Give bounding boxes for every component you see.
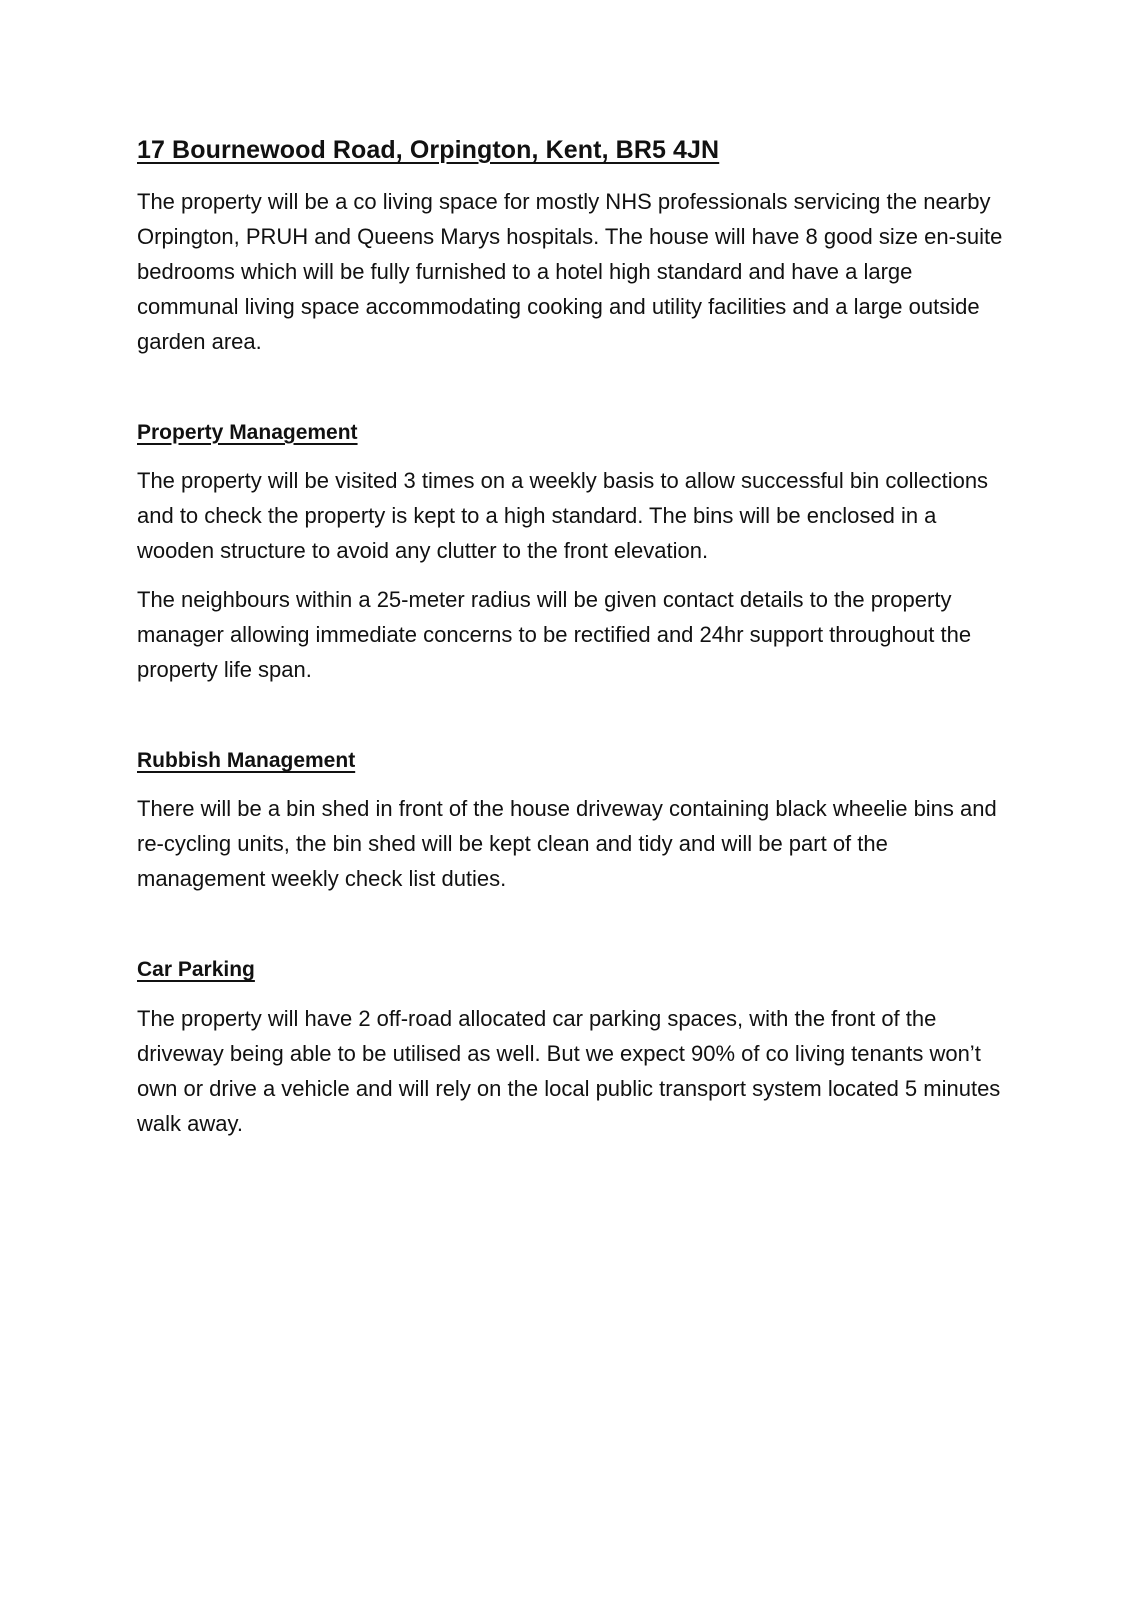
rubbish-management-paragraph-1: There will be a bin shed in front of the house driveway containing black wheelie bins and re-cycling units, the bin shed will be kept clean and tidy and will be part of the management weekly check list duties. — [137, 796, 997, 892]
intro-paragraph: The property will be a co living space for mostly NHS professionals servicing the nearby Orpington, PRUH and Queens Marys hospitals. The house will have 8 good size en-suite bedrooms which will be fully furnished to a hotel high standard and have a large communal living space accommodating cooking and utility facilities and a large outside garden area. — [137, 188, 1003, 354]
property-management-heading: Property Management — [137, 420, 358, 444]
property-management-section — [137, 419, 1007, 687]
rubbish-management-section — [137, 747, 1007, 896]
car-parking-heading: Car Parking — [137, 958, 255, 982]
car-parking-paragraph-1: The property will have 2 off-road allocated car parking spaces, with the front of the driveway being able to be utilised as well. But we expect 90% of co living tenants won’t own or drive a vehicle and will rely on the local public transport system located 5 minutes walk away. — [137, 1005, 1001, 1136]
property-management-paragraph-1: The property will be visited 3 times on a weekly basis to allow successful bin collections and to check the property is kept to a high standard. The bins will be enclosed in a wooden structure to avoid any clutter to the front elevation. — [137, 468, 989, 564]
rubbish-management-heading: Rubbish Management — [137, 749, 356, 773]
document-title: 17 Bournewood Road, Orpington, Kent, BR5 4JN — [137, 136, 720, 164]
property-management-paragraph-2: The neighbours within a 25-meter radius will be given contact details to the property manager allowing immediate concerns to be rectified and 24hr support throughout the property life span. — [137, 587, 972, 683]
document-content — [137, 134, 1007, 1141]
car-parking-section — [137, 956, 1007, 1140]
